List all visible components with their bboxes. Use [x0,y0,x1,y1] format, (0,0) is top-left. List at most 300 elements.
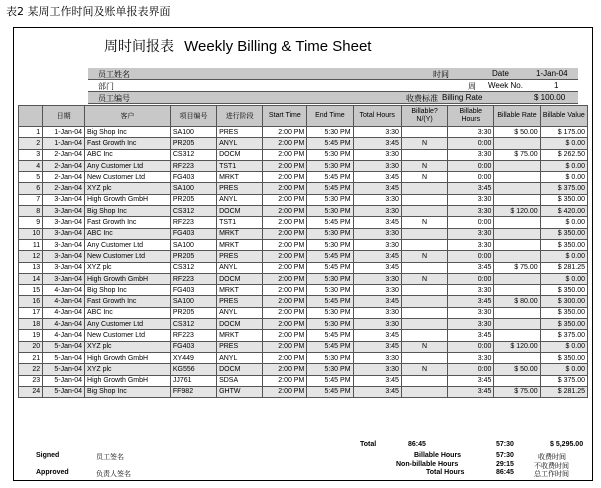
table-cell: 9 [19,217,43,228]
table-cell[interactable]: 0:00 [448,364,494,375]
table-cell[interactable]: 2-Jan-04 [43,149,85,160]
table-cell[interactable]: 3:30 [448,206,494,217]
table-cell[interactable]: 3-Jan-04 [43,262,85,273]
table-cell[interactable] [494,217,540,228]
table-cell[interactable]: 5-Jan-04 [43,386,85,397]
table-cell[interactable]: 3:45 [353,183,401,194]
table-cell[interactable]: 3:30 [448,352,494,363]
table-cell[interactable] [494,285,540,296]
table-cell[interactable]: XY449 [170,352,216,363]
table-cell[interactable]: 3:45 [448,375,494,386]
table-cell[interactable] [494,228,540,239]
table-cell[interactable] [494,352,540,363]
week-value[interactable]: 1 [554,81,559,90]
table-cell[interactable]: 5:30 PM [307,127,353,138]
table-cell[interactable]: PR205 [170,138,216,149]
table-cell[interactable]: PRES [217,296,263,307]
table-cell[interactable]: 3:45 [353,296,401,307]
table-cell[interactable]: $ 375.00 [540,375,587,386]
table-cell[interactable]: PR205 [170,194,216,205]
table-cell[interactable]: $ 375.00 [540,183,587,194]
table-cell[interactable]: 3:45 [353,262,401,273]
table-cell[interactable]: Any Customer Ltd [85,319,171,330]
table-cell[interactable]: $ 281.25 [540,262,587,273]
table-cell[interactable]: 2:00 PM [263,386,307,397]
table-cell[interactable]: 4-Jan-04 [43,296,85,307]
table-cell[interactable]: $ 350.00 [540,239,587,250]
table-cell[interactable]: 2:00 PM [263,319,307,330]
table-cell[interactable]: 2:00 PM [263,149,307,160]
table-cell[interactable]: 2:00 PM [263,296,307,307]
table-cell[interactable]: Fast Growth Inc [85,138,171,149]
table-cell[interactable]: SA100 [170,239,216,250]
table-cell[interactable]: 3-Jan-04 [43,217,85,228]
table-cell[interactable] [401,127,447,138]
table-cell[interactable]: 3:30 [353,160,401,171]
table-cell[interactable]: ABC Inc [85,228,171,239]
table-cell[interactable] [494,138,540,149]
table-cell[interactable] [494,194,540,205]
table-cell[interactable]: 3:30 [448,285,494,296]
table-cell[interactable]: FG403 [170,172,216,183]
table-cell[interactable]: $ 420.00 [540,206,587,217]
table-cell[interactable]: 3:30 [353,127,401,138]
table-cell[interactable]: 2:00 PM [263,330,307,341]
table-cell[interactable]: $ 0.00 [540,172,587,183]
table-cell[interactable]: 5:45 PM [307,172,353,183]
table-cell[interactable]: 5:45 PM [307,251,353,262]
table-cell[interactable]: ANYL [217,138,263,149]
rate-value[interactable]: $ 100.00 [534,93,566,102]
table-cell[interactable]: 0:00 [448,138,494,149]
table-cell[interactable]: 3-Jan-04 [43,228,85,239]
table-cell[interactable]: 3:45 [353,330,401,341]
table-cell[interactable]: ABC Inc [85,307,171,318]
table-cell[interactable]: SDSA [217,375,263,386]
table-cell[interactable]: 2:00 PM [263,352,307,363]
table-cell[interactable]: $ 350.00 [540,307,587,318]
table-cell[interactable]: SA100 [170,296,216,307]
billable-hours-cn: 收费时间 [538,453,566,461]
table-cell[interactable] [401,375,447,386]
table-cell[interactable]: $ 75.00 [494,149,540,160]
table-cell[interactable]: 4-Jan-04 [43,285,85,296]
table-cell[interactable]: $ 75.00 [494,262,540,273]
table-row [19,319,588,330]
table-cell[interactable]: 2:00 PM [263,239,307,250]
table-cell[interactable]: 3:30 [353,239,401,250]
col-header: Billable? N/(Y) [401,106,447,127]
table-cell[interactable]: 3:45 [448,262,494,273]
table-cell[interactable]: 5:45 PM [307,386,353,397]
table-cell[interactable]: 3:30 [448,127,494,138]
table-row [19,194,588,205]
table-cell[interactable]: New Customer Ltd [85,330,171,341]
table-cell[interactable] [494,239,540,250]
table-cell[interactable]: Big Shop Inc [85,127,171,138]
table-cell[interactable]: 2-Jan-04 [43,172,85,183]
table-cell[interactable]: ANYL [217,352,263,363]
table-cell[interactable]: 1-Jan-04 [43,127,85,138]
table-cell[interactable]: 5:30 PM [307,285,353,296]
table-cell[interactable]: 5:45 PM [307,183,353,194]
table-cell[interactable]: $ 120.00 [494,206,540,217]
table-cell[interactable]: 3:45 [353,251,401,262]
table-cell[interactable]: 3:45 [353,375,401,386]
table-cell[interactable]: 2:00 PM [263,217,307,228]
col-header: End Time [307,106,353,127]
table-cell[interactable]: $ 350.00 [540,352,587,363]
table-cell[interactable]: SA100 [170,183,216,194]
table-cell[interactable]: PR205 [170,307,216,318]
table-cell[interactable]: N [401,341,447,352]
table-cell[interactable] [401,262,447,273]
table-cell[interactable]: 3:45 [353,341,401,352]
table-cell[interactable] [401,149,447,160]
table-cell[interactable]: 5:30 PM [307,352,353,363]
col-header: 日期 [43,106,85,127]
table-cell[interactable]: $ 120.00 [494,341,540,352]
table-cell[interactable]: ABC Inc [85,149,171,160]
table-cell[interactable]: $ 281.25 [540,386,587,397]
table-cell[interactable]: MRKT [217,285,263,296]
table-cell[interactable] [494,330,540,341]
table-cell[interactable]: $ 0.00 [540,364,587,375]
table-cell[interactable]: 3:30 [448,319,494,330]
table-cell[interactable]: 3:45 [448,330,494,341]
table-cell[interactable]: 3:30 [353,364,401,375]
table-cell[interactable]: GHTW [217,386,263,397]
table-cell[interactable] [494,375,540,386]
table-cell[interactable]: SA100 [170,127,216,138]
table-cell[interactable]: High Growth GmbH [85,352,171,363]
table-cell[interactable] [401,330,447,341]
table-cell[interactable]: KG556 [170,364,216,375]
table-cell[interactable] [494,160,540,171]
table-cell[interactable]: 0:00 [448,160,494,171]
table-cell[interactable]: 4-Jan-04 [43,319,85,330]
table-cell[interactable]: 3:30 [448,149,494,160]
table-cell[interactable]: N [401,138,447,149]
table-cell[interactable]: 5-Jan-04 [43,341,85,352]
table-cell[interactable]: CS312 [170,149,216,160]
table-cell[interactable] [494,172,540,183]
table-cell[interactable]: 3:30 [353,149,401,160]
table-cell[interactable] [401,183,447,194]
total-hours-label: Total Hours [426,469,465,476]
table-cell[interactable]: 4-Jan-04 [43,330,85,341]
table-cell[interactable]: $ 50.00 [494,364,540,375]
table-cell[interactable]: DOCM [217,149,263,160]
table-cell[interactable]: 3:30 [353,194,401,205]
department-label: 部门 [98,82,114,91]
table-cell[interactable]: Fast Growth Inc [85,217,171,228]
table-cell[interactable] [494,273,540,284]
table-cell[interactable] [401,206,447,217]
table-cell[interactable]: 5:30 PM [307,194,353,205]
table-cell: 19 [19,330,43,341]
table-cell[interactable]: PRES [217,127,263,138]
table-cell[interactable]: MRKT [217,228,263,239]
table-cell[interactable]: 3:30 [353,352,401,363]
table-cell[interactable]: 3:30 [448,239,494,250]
table-cell[interactable]: N [401,172,447,183]
table-cell[interactable]: $ 0.00 [540,138,587,149]
table-cell[interactable]: 3:45 [448,296,494,307]
table-cell[interactable]: TST1 [217,217,263,228]
table-cell[interactable]: 0:00 [448,273,494,284]
table-cell[interactable]: $ 375.00 [540,330,587,341]
table-cell[interactable]: Big Shop Inc [85,386,171,397]
table-cell[interactable]: FF982 [170,386,216,397]
table-cell[interactable]: 3:30 [353,319,401,330]
table-cell[interactable]: 5:30 PM [307,319,353,330]
table-cell[interactable]: $ 50.00 [494,127,540,138]
approved-cn: 负责人签名 [96,470,131,478]
table-cell[interactable]: 5:30 PM [307,273,353,284]
table-cell[interactable]: TST1 [217,160,263,171]
table-cell[interactable]: New Customer Ltd [85,251,171,262]
table-cell[interactable]: $ 300.00 [540,296,587,307]
table-row [19,262,588,273]
table-cell[interactable]: $ 350.00 [540,228,587,239]
table-cell[interactable]: 3:45 [353,386,401,397]
table-cell[interactable] [494,251,540,262]
table-cell: 24 [19,386,43,397]
table-cell[interactable]: 3:45 [353,172,401,183]
table-cell[interactable]: $ 350.00 [540,319,587,330]
table-cell[interactable]: 1-Jan-04 [43,138,85,149]
table-cell[interactable]: New Customer Ltd [85,172,171,183]
table-cell[interactable]: 3-Jan-04 [43,273,85,284]
table-cell[interactable]: 5:30 PM [307,149,353,160]
sheet-title [104,36,371,56]
table-cell[interactable]: 2:00 PM [263,285,307,296]
table-cell[interactable]: Fast Growth Inc [85,296,171,307]
table-cell[interactable]: 2:00 PM [263,183,307,194]
table-cell[interactable]: 5-Jan-04 [43,352,85,363]
date-value[interactable]: 1-Jan-04 [536,69,568,78]
table-cell[interactable]: 2:00 PM [263,228,307,239]
table-cell[interactable] [401,319,447,330]
table-cell[interactable]: 5:45 PM [307,341,353,352]
table-cell[interactable]: MRKT [217,239,263,250]
table-cell[interactable]: $ 0.00 [540,273,587,284]
info-row-empno [88,92,578,104]
table-cell[interactable]: 3-Jan-04 [43,194,85,205]
table-cell[interactable]: FG403 [170,285,216,296]
table-cell[interactable] [401,285,447,296]
table-cell[interactable]: N [401,251,447,262]
table-cell[interactable]: 5:45 PM [307,330,353,341]
table-cell: 20 [19,341,43,352]
table-cell[interactable]: RF223 [170,217,216,228]
table-cell[interactable]: 2:00 PM [263,251,307,262]
table-row [19,206,588,217]
table-cell[interactable]: High Growth GmbH [85,194,171,205]
table-cell[interactable]: 3:30 [353,285,401,296]
table-cell[interactable]: N [401,364,447,375]
table-cell[interactable]: PRES [217,341,263,352]
table-cell[interactable]: 2:00 PM [263,160,307,171]
table-cell[interactable]: $ 175.00 [540,127,587,138]
table-cell[interactable]: XYZ plc [85,341,171,352]
table-cell[interactable]: 4-Jan-04 [43,307,85,318]
sheet-title-cn: 周时间报表 [104,39,174,55]
table-cell[interactable]: N [401,217,447,228]
table-cell[interactable]: ANYL [217,262,263,273]
table-cell[interactable]: 5-Jan-04 [43,375,85,386]
table-cell[interactable] [401,307,447,318]
table-row [19,330,588,341]
table-cell[interactable] [401,296,447,307]
table-cell: 13 [19,262,43,273]
table-cell[interactable]: $ 262.50 [540,149,587,160]
table-cell[interactable]: 5:45 PM [307,375,353,386]
table-cell[interactable]: RF223 [170,160,216,171]
total-label: Total [360,441,377,448]
table-cell[interactable]: 3-Jan-04 [43,239,85,250]
table-row [19,172,588,183]
table-cell[interactable]: 3:30 [353,307,401,318]
table-cell[interactable]: 3:30 [448,228,494,239]
table-cell[interactable]: Big Shop Inc [85,206,171,217]
table-cell[interactable]: 5:45 PM [307,296,353,307]
table-cell[interactable]: $ 0.00 [540,160,587,171]
table-cell[interactable]: 2:00 PM [263,262,307,273]
table-cell[interactable]: CS312 [170,319,216,330]
week-label: Week No. [488,81,523,90]
table-cell[interactable]: 2:00 PM [263,194,307,205]
table-cell[interactable]: 2:00 PM [263,206,307,217]
table-cell[interactable]: CS312 [170,262,216,273]
table-cell[interactable]: DOCM [217,206,263,217]
table-cell[interactable]: 5-Jan-04 [43,364,85,375]
table-cell[interactable]: 0:00 [448,251,494,262]
table-cell[interactable]: 2:00 PM [263,172,307,183]
table-cell[interactable]: 2:00 PM [263,341,307,352]
table-cell[interactable]: Any Customer Ltd [85,239,171,250]
table-cell[interactable]: 5:45 PM [307,217,353,228]
table-row [19,296,588,307]
table-cell[interactable]: DOCM [217,319,263,330]
table-row [19,183,588,194]
table-cell[interactable]: 3:45 [353,217,401,228]
table-cell[interactable]: CS312 [170,206,216,217]
table-cell[interactable]: 3:45 [448,386,494,397]
table-cell[interactable]: Any Customer Ltd [85,160,171,171]
table-cell[interactable]: 5:45 PM [307,262,353,273]
table-cell[interactable]: 2-Jan-04 [43,160,85,171]
table-cell[interactable]: 3:30 [353,228,401,239]
table-cell[interactable]: 3:45 [448,183,494,194]
table-cell[interactable]: 3:45 [353,138,401,149]
table-cell[interactable]: $ 75.00 [494,386,540,397]
table-cell[interactable]: 5:45 PM [307,138,353,149]
table-cell[interactable]: 3:30 [353,273,401,284]
table-cell[interactable] [401,352,447,363]
info-row-name [88,68,578,80]
table-cell[interactable]: 5:30 PM [307,206,353,217]
table-cell[interactable]: 0:00 [448,172,494,183]
table-cell[interactable]: 2:00 PM [263,138,307,149]
table-cell[interactable]: 2-Jan-04 [43,183,85,194]
table-cell[interactable]: 0:00 [448,217,494,228]
table-cell[interactable]: $ 350.00 [540,194,587,205]
table-cell[interactable] [401,239,447,250]
table-cell[interactable]: 3:30 [448,194,494,205]
table-cell[interactable]: FG403 [170,341,216,352]
table-cell[interactable]: 3-Jan-04 [43,206,85,217]
table-cell[interactable]: MRKT [217,172,263,183]
table-cell[interactable]: XYZ plc [85,183,171,194]
table-cell[interactable]: XYZ plc [85,364,171,375]
table-cell[interactable]: 0:00 [448,341,494,352]
table-cell[interactable]: 2:00 PM [263,307,307,318]
table-row [19,341,588,352]
table-cell[interactable]: RF223 [170,330,216,341]
table-cell[interactable]: 2:00 PM [263,375,307,386]
table-cell[interactable]: 2:00 PM [263,273,307,284]
table-cell[interactable]: 3:30 [448,307,494,318]
table-cell[interactable]: MRKT [217,330,263,341]
table-cell[interactable]: 2:00 PM [263,364,307,375]
table-cell[interactable]: $ 0.00 [540,217,587,228]
table-row [19,352,588,363]
table-cell[interactable]: DOCM [217,273,263,284]
table-cell[interactable]: Big Shop Inc [85,285,171,296]
table-cell[interactable]: $ 0.00 [540,251,587,262]
table-cell[interactable]: PR205 [170,251,216,262]
table-cell[interactable]: 5:30 PM [307,228,353,239]
table-cell[interactable]: 5:30 PM [307,160,353,171]
table-cell[interactable]: FG403 [170,228,216,239]
table-cell[interactable]: RF223 [170,273,216,284]
col-header: 客户 [85,106,171,127]
total-billable-hours: 57:30 [496,441,514,448]
table-cell[interactable]: High Growth GmbH [85,273,171,284]
table-cell[interactable]: $ 0.00 [540,341,587,352]
table-cell[interactable]: 5:30 PM [307,307,353,318]
table-cell[interactable]: N [401,160,447,171]
table-cell[interactable]: PRES [217,183,263,194]
table-cell[interactable]: 3-Jan-04 [43,251,85,262]
table-cell[interactable]: JJ761 [170,375,216,386]
table-cell[interactable] [401,386,447,397]
table-cell[interactable]: DOCM [217,364,263,375]
signed-cn: 员工签名 [96,453,124,461]
table-cell[interactable]: XYZ plc [85,262,171,273]
table-cell[interactable]: 2:00 PM [263,127,307,138]
table-cell[interactable]: 3:30 [353,206,401,217]
table-cell[interactable] [494,319,540,330]
table-cell[interactable] [401,228,447,239]
table-cell[interactable] [494,183,540,194]
table-cell[interactable] [401,194,447,205]
table-cell[interactable]: ANYL [217,194,263,205]
table-cell[interactable]: ANYL [217,307,263,318]
table-cell[interactable] [494,307,540,318]
table-header [19,106,588,127]
table-cell[interactable]: $ 350.00 [540,285,587,296]
table-cell[interactable]: $ 80.00 [494,296,540,307]
table-cell[interactable]: High Growth GmbH [85,375,171,386]
table-cell[interactable]: 5:30 PM [307,239,353,250]
table-row [19,285,588,296]
table-cell[interactable]: PRES [217,251,263,262]
table-cell[interactable]: N [401,273,447,284]
table-cell[interactable]: 5:30 PM [307,364,353,375]
